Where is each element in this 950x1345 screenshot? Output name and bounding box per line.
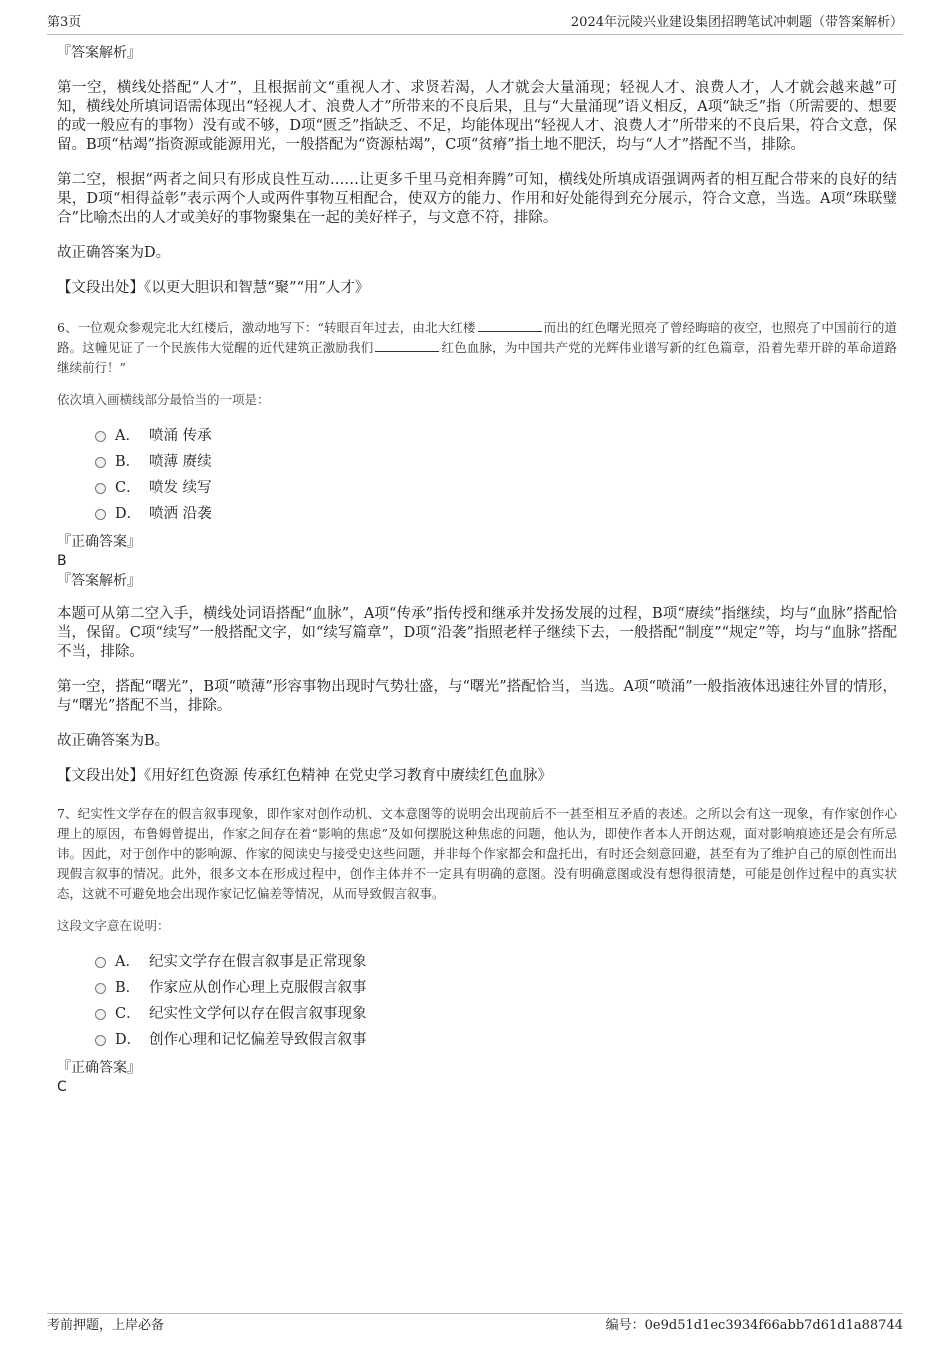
document-title: 2024年沅陵兴业建设集团招聘笔试冲刺题（带答案解析） — [570, 15, 903, 30]
option-a[interactable]: A． 喷涌 传承 — [95, 423, 897, 449]
option-d[interactable]: D． 创作心理和记忆偏差导致假言叙事 — [95, 1027, 897, 1053]
analysis-paragraph: 第一空，横线处搭配“人才”，且根据前文“重视人才、求贤若渴，人才就会大量涌现；轻视人才、浪费人才，人才就会越来越”可知，横线处所填词语需体现出“轻视人才、浪费人才”所带来的不良后果，且与“大量涌现”语义相反，A项“缺乏”指（所需要的、想要的或一般应有的事物）没有或不够，D项“匮乏”指缺乏、不足，均能体现出“轻视人才、浪费人才”所带来的不良后果，符合文意，保留。B项“枯竭”指资源或能源用光，一般搭配为“资源枯竭”，C项“贫瘠”指土地不肥沃，均与“人才”搭配不当，排除。 — [57, 80, 897, 153]
page-footer — [47, 1313, 903, 1336]
option-c[interactable]: C． 喷发 续写 — [95, 475, 897, 501]
document-code: 编号：0e9d51d1ec3934f66abb7d61d1a88744 — [605, 1318, 903, 1333]
page-header — [47, 14, 903, 35]
radio-icon[interactable] — [95, 457, 106, 468]
question-6-stem: 6、一位观众参观完北大红楼后，激动地写下：“转眼百年过去，由北大红楼 而出的红色曙光照亮了曾经晦暗的夜空，也照亮了中国前行的道路。这幢见证了一个民族伟大觉醒的近代建筑正激励我们 红色血脉，为中国共产党的光辉伟业谱写新的红色篇章，沿着先辈开辟的革命道路继续前行！” — [57, 320, 897, 375]
analysis-paragraph: 本题可从第二空入手，横线处词语搭配“血脉”，A项“传承”指传授和继承并发扬发展的过程，B项“赓续”指继续，均与“血脉”搭配恰当，保留。C项“续写”一般搭配文字，如“续写篇章”，D项“沿袭”指照老样子继续下去，一般搭配“制度”“规定”等，均与“血脉”搭配不当，排除。 — [57, 606, 897, 660]
analysis-paragraph: 第二空，根据“两者之间只有形成良性互动……让更多千里马竞相奔腾”可知，横线处所填成语强调两者的相互配合带来的良好的结果，D项“相得益彰”表示两个人或两件事物互相配合，使双方的能力、作用和好处能得到充分展示，符合文意，当选。A项“珠联璧合”比喻杰出的人才或美好的事物聚集在一起的美好样子，与文意不符，排除。 — [57, 172, 897, 226]
question-7-options — [95, 949, 897, 1053]
analysis-paragraph: 第一空，搭配“曙光”，B项“喷薄”形容事物出现时气势壮盛，与“曙光”搭配恰当，当选。A项“喷涌”一般指液体迅速往外冒的情形，与“曙光”搭配不当，排除。 — [57, 679, 897, 714]
analysis-conclusion: 故正确答案为B。 — [57, 733, 170, 749]
radio-icon[interactable] — [95, 431, 106, 442]
analysis-label: 『答案解析』 — [57, 45, 141, 61]
question-7-prompt: 这段文字意在说明： — [57, 918, 170, 933]
correct-answer-label: 『正确答案』 — [57, 1060, 141, 1076]
correct-answer: C — [57, 1079, 67, 1095]
option-a[interactable]: A． 纪实文学存在假言叙事是正常现象 — [95, 949, 897, 975]
analysis-conclusion: 故正确答案为D。 — [57, 245, 171, 261]
radio-icon[interactable] — [95, 483, 106, 494]
correct-answer: B — [57, 553, 67, 569]
blank-line — [375, 339, 439, 352]
option-c[interactable]: C． 纪实性文学何以存在假言叙事现象 — [95, 1001, 897, 1027]
question-6-options — [95, 423, 897, 527]
blank-line — [478, 319, 542, 332]
question-6-prompt: 依次填入画横线部分最恰当的一项是： — [57, 392, 270, 407]
radio-icon[interactable] — [95, 1009, 106, 1020]
correct-answer-label: 『正确答案』 — [57, 534, 141, 550]
footer-slogan: 考前押题，上岸必备 — [47, 1318, 165, 1333]
radio-icon[interactable] — [95, 1035, 106, 1046]
radio-icon[interactable] — [95, 957, 106, 968]
passage-source: 【文段出处】《以更大胆识和智慧“聚”“用”人才》 — [57, 280, 370, 296]
radio-icon[interactable] — [95, 509, 106, 520]
radio-icon[interactable] — [95, 983, 106, 994]
option-b[interactable]: B． 喷薄 赓续 — [95, 449, 897, 475]
page-number: 第3页 — [47, 15, 82, 30]
passage-source: 【文段出处】《用好红色资源 传承红色精神 在党史学习教育中赓续红色血脉》 — [57, 768, 552, 784]
question-7-stem: 7、纪实性文学存在的假言叙事现象，即作家对创作动机、文本意图等的说明会出现前后不一甚至相互矛盾的表述。之所以会有这一现象，有作家创作心理上的原因，布鲁姆曾提出，作家之间存在着“影响的焦虑”及如何摆脱这种焦虑的问题，他认为，即使作者本人开朗达观，面对影响痕迹还是会有所忌讳。因此，对于创作中的影响源、作家的阅读史与接受史这些问题，并非每个作家都会和盘托出，有时还会刻意回避，甚至有为了维护自己的原创性而出现假言叙事的情况。此外，很多文本在形成过程中，创作主体并不一定具有明确的意图。没有明确意图或没有想得很清楚，可能是创作过程中的真实状态，这就不可避免地会出现作家记忆偏差等情况，从而导致假言叙事。 — [57, 806, 897, 901]
option-d[interactable]: D． 喷洒 沿袭 — [95, 501, 897, 527]
analysis-label: 『答案解析』 — [57, 573, 141, 589]
main-content — [57, 44, 897, 1096]
option-b[interactable]: B． 作家应从创作心理上克服假言叙事 — [95, 975, 897, 1001]
